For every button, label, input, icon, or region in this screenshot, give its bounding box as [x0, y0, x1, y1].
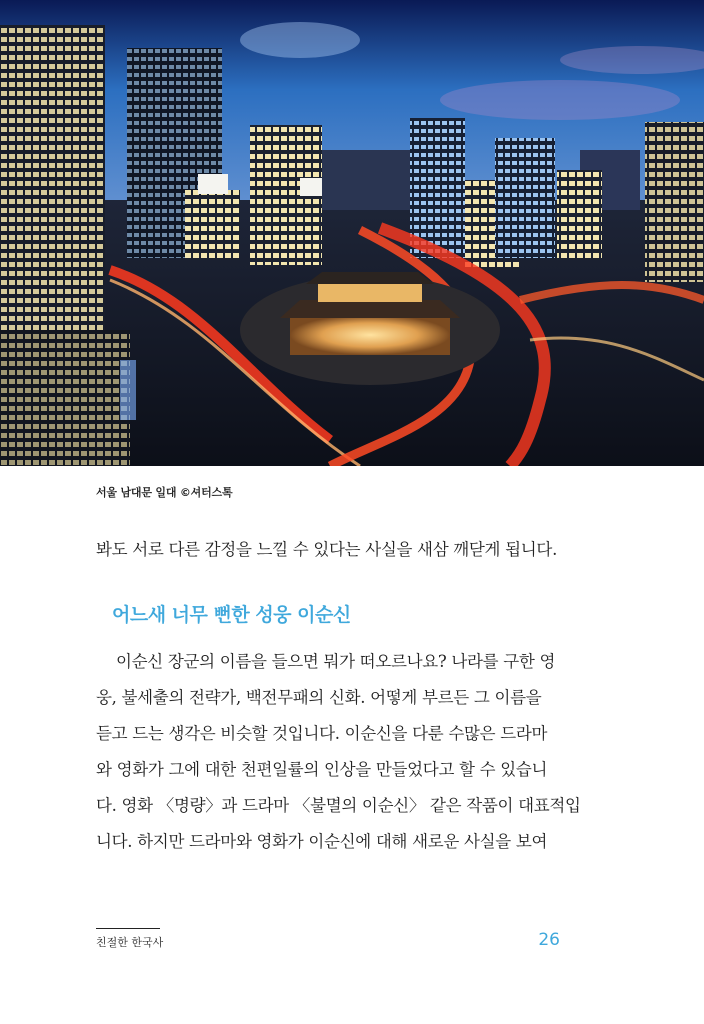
body-line: 니다. 하지만 드라마와 영화가 이순신에 대해 새로운 사실을 보여 — [96, 832, 548, 851]
section-heading: 어느새 너무 뻔한 성웅 이순신 — [112, 604, 351, 626]
book-title: 친절한 한국사 — [96, 936, 164, 949]
city-night-photo — [0, 0, 704, 466]
intro-line: 봐도 서로 다른 감정을 느낄 수 있다는 사실을 새삼 깨닫게 됩니다. — [96, 540, 558, 559]
body-line: 다. 영화 〈명량〉과 드라마 〈불멸의 이순신〉 같은 작품이 대표적입 — [96, 796, 581, 815]
cover-photo — [0, 0, 704, 466]
body-line: 이순신 장군의 이름을 들으면 뭐가 떠오르나요? 나라를 구한 영 — [116, 652, 556, 671]
body-line: 듣고 드는 생각은 비슷할 것입니다. 이순신을 다룬 수많은 드라마 — [96, 724, 548, 743]
body-line: 웅, 불세출의 전략가, 백전무패의 신화. 어떻게 부르든 그 이름을 — [96, 688, 542, 707]
body-line: 와 영화가 그에 대한 천편일률의 인상을 만들었다고 할 수 있습니 — [96, 760, 548, 779]
footer-divider — [96, 928, 160, 929]
page-number: 26 — [538, 930, 560, 950]
photo-caption: 서울 남대문 일대 ©셔터스톡 — [96, 486, 233, 499]
